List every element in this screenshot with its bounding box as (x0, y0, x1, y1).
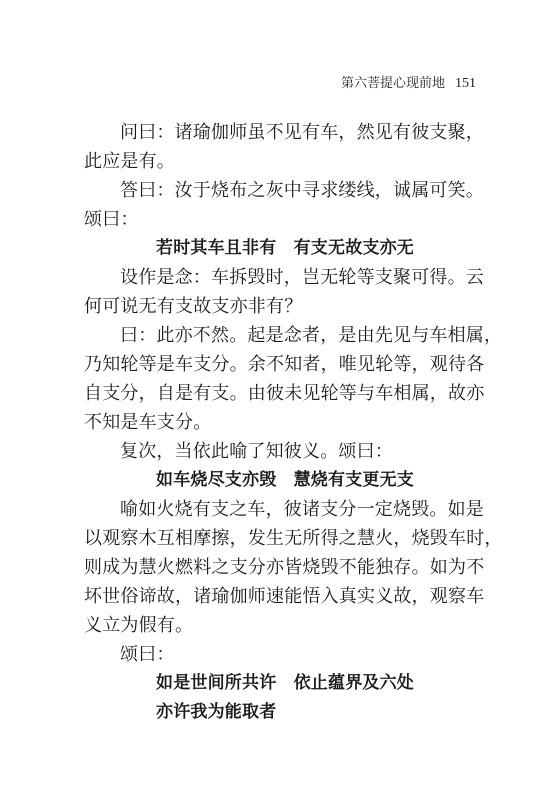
paragraph-line: 义立为假有。 (84, 615, 194, 636)
paragraph-line: 问曰：诸瑜伽师虽不见有车，然见有彼支聚， (120, 122, 484, 143)
paragraph-line: 何可说无有支故支亦非有？ (84, 296, 303, 317)
paragraph-line: 以观察木互相摩擦，发生无所得之慧火，烧毁车时， (84, 528, 503, 549)
paragraph-line: 颂曰： (84, 209, 139, 230)
paragraph-line: 乃知轮等是车支分。余不知者，唯见轮等，观待各 (84, 354, 485, 375)
paragraph-line: 不知是车支分。 (84, 412, 212, 433)
verse-line: 如是世间所共许 依止蕴界及六处 (156, 673, 414, 693)
paragraph-line: 喻如火烧有支之车，彼诸支分一定烧毁。如是 (120, 499, 484, 520)
paragraph-line: 此应是有。 (84, 151, 175, 172)
paragraph-line: 设作是念：车拆毁时，岂无轮等支聚可得。云 (120, 267, 484, 288)
body-text (84, 118, 503, 727)
verse-line: 若时其车且非有 有支无故支亦无 (156, 238, 414, 258)
paragraph-line: 曰：此亦不然。起是念者，是由先见与车相属， (120, 325, 503, 346)
paragraph-line: 答曰：汝于烧布之灰中寻求缕线，诚属可笑。 (120, 180, 484, 201)
verse-line: 亦许我为能取者 (156, 702, 277, 722)
paragraph-line: 坏世俗谛故，诸瑜伽师速能悟入真实义故，观察车 (84, 586, 485, 607)
paragraph-line: 颂曰： (120, 644, 175, 665)
chapter-title: 第六菩提心现前地 (340, 76, 445, 91)
paragraph-line: 则成为慧火燃料之支分亦皆烧毁不能独存。如为不 (84, 557, 485, 578)
running-header (341, 72, 476, 92)
verse-line: 如车烧尽支亦毁 慧烧有支更无支 (156, 470, 414, 490)
paragraph-line: 自支分，自是有支。由彼未见轮等与车相属，故亦 (84, 383, 485, 404)
paragraph-line: 复次，当依此喻了知彼义。颂曰： (120, 441, 393, 462)
page-number: 151 (455, 76, 476, 91)
